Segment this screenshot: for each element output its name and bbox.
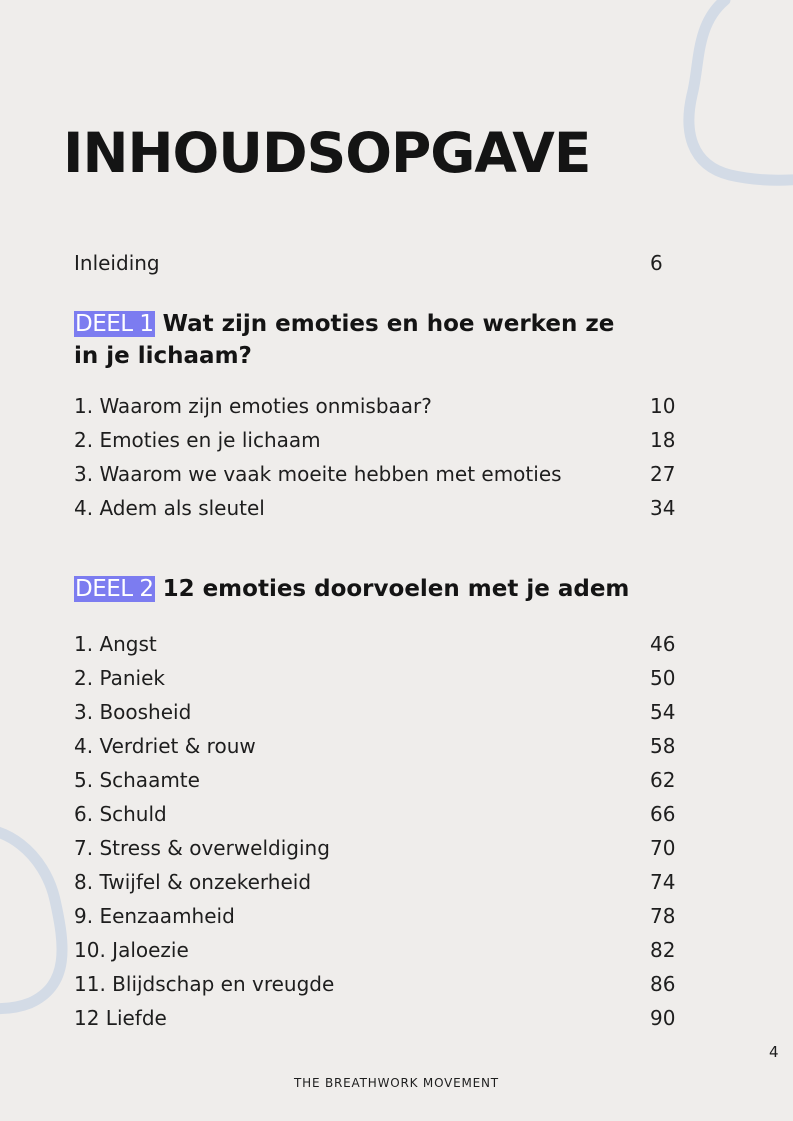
toc-entry-page: 78: [650, 904, 676, 928]
toc-row[interactable]: [74, 391, 684, 421]
toc-entry-page: 62: [650, 768, 676, 792]
toc-row[interactable]: [74, 935, 684, 965]
part2-badge: DEEL 2: [75, 576, 154, 602]
toc-entry-label: 1. Waarom zijn emoties onmisbaar?: [74, 394, 432, 418]
toc-entry-page: 34: [650, 496, 676, 520]
part2-heading: [74, 573, 674, 605]
toc-row[interactable]: [74, 459, 684, 489]
toc-entry-label: 6. Schuld: [74, 802, 167, 826]
toc-entry-label: 12 Liefde: [74, 1006, 167, 1030]
toc-entry-page: 66: [650, 802, 676, 826]
toc-entry-label: 11. Blijdschap en vreugde: [74, 972, 335, 996]
toc-row[interactable]: [74, 425, 684, 455]
toc-entry-label: 4. Verdriet & rouw: [74, 734, 256, 758]
toc-row-intro[interactable]: [74, 248, 684, 278]
toc-entry-label: 3. Waarom we vaak moeite hebben met emoties: [74, 462, 562, 486]
toc-row[interactable]: [74, 969, 684, 999]
footer-brand: THE BREATHWORK MOVEMENT: [294, 1076, 499, 1090]
toc-entry-label: 7. Stress & overweldiging: [74, 836, 330, 860]
toc-entry-label: 4. Adem als sleutel: [74, 496, 265, 520]
toc-row[interactable]: [74, 1003, 684, 1033]
toc-entry-label: 2. Emoties en je lichaam: [74, 428, 321, 452]
part1-badge: DEEL 1: [75, 311, 154, 337]
toc-entry-label: 9. Eenzaamheid: [74, 904, 235, 928]
toc-entry-label: 3. Boosheid: [74, 700, 192, 724]
toc-row[interactable]: [74, 799, 684, 829]
part1-heading: [74, 308, 634, 372]
toc-row[interactable]: [74, 663, 684, 693]
toc-entry-page: 86: [650, 972, 676, 996]
toc-entry-page: 18: [650, 428, 676, 452]
part1-heading-text: Wat zijn emoties en hoe werken ze in je lichaam?: [74, 311, 615, 369]
toc-row[interactable]: [74, 629, 684, 659]
toc-entry-page: 50: [650, 666, 676, 690]
toc-entry-page: 70: [650, 836, 676, 860]
toc-entry-page: 6: [650, 251, 663, 275]
toc-entry-page: 74: [650, 870, 676, 894]
toc-entry-label: 8. Twijfel & onzekerheid: [74, 870, 312, 894]
toc-entry-page: 27: [650, 462, 676, 486]
toc-row[interactable]: [74, 765, 684, 795]
toc-entry-label: Inleiding: [74, 251, 160, 275]
toc-entry-page: 58: [650, 734, 676, 758]
toc-entry-label: 5. Schaamte: [74, 768, 200, 792]
toc-entry-page: 90: [650, 1006, 676, 1030]
toc-entry-label: 2. Paniek: [74, 666, 165, 690]
toc-row[interactable]: [74, 867, 684, 897]
toc-row[interactable]: [74, 731, 684, 761]
page-title: INHOUDSOPGAVE: [63, 121, 591, 185]
toc-entry-label: 10. Jaloezie: [74, 938, 189, 962]
toc-entry-page: 54: [650, 700, 676, 724]
toc-entry-page: 82: [650, 938, 676, 962]
page-number: 4: [769, 1043, 779, 1061]
toc-row[interactable]: [74, 901, 684, 931]
decorative-curve-top: [670, 0, 793, 200]
toc-entry-page: 46: [650, 632, 676, 656]
toc-row[interactable]: [74, 697, 684, 727]
toc-entry-label: 1. Angst: [74, 632, 157, 656]
part2-heading-text: 12 emoties doorvoelen met je adem: [162, 576, 630, 602]
toc-row[interactable]: [74, 493, 684, 523]
toc-row[interactable]: [74, 833, 684, 863]
toc-entry-page: 10: [650, 394, 676, 418]
